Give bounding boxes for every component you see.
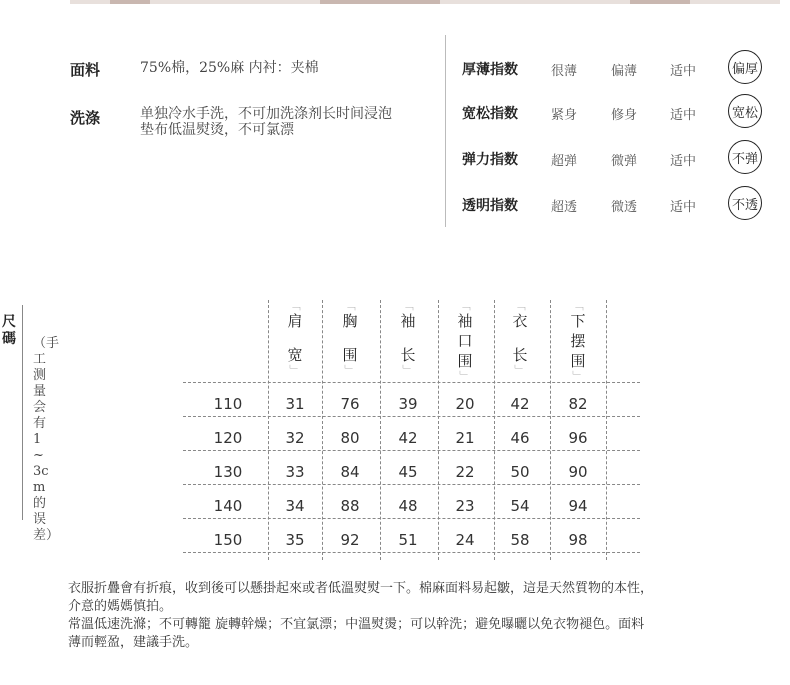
- table-cell: 98: [568, 531, 588, 549]
- table-row-rule: [183, 484, 640, 485]
- table-header-cell: ﹁ 袖 口 围 ﹂: [457, 299, 473, 383]
- table-cell: 94: [568, 497, 588, 515]
- size-label-cell: 130: [213, 463, 243, 481]
- index-option: 很薄: [551, 64, 578, 79]
- table-cell: 42: [398, 429, 418, 447]
- table-cell: 96: [568, 429, 588, 447]
- index-option: 适中: [670, 154, 697, 169]
- table-cell: 45: [398, 463, 418, 481]
- index-label: 透明指数: [462, 198, 518, 214]
- table-cell: 92: [340, 531, 360, 549]
- table-cell: 48: [398, 497, 418, 515]
- table-cell: 88: [340, 497, 360, 515]
- table-cell: 76: [340, 395, 360, 413]
- table-header-cell: ﹁ 肩 宽 ﹂: [287, 299, 303, 377]
- index-label: 厚薄指数: [462, 62, 518, 78]
- table-row-rule: [183, 518, 640, 519]
- table-column-rule: [380, 300, 381, 560]
- table-cell: 80: [340, 429, 360, 447]
- index-option: 微透: [611, 200, 638, 215]
- index-selected-badge: 不弹: [728, 140, 762, 174]
- index-option: 超透: [551, 200, 578, 215]
- table-cell: 84: [340, 463, 360, 481]
- table-cell: 24: [455, 531, 475, 549]
- care-note-line: 常溫低速洗滌；不可轉籠 旋轉幹燥；不宜氯漂；中溫熨燙；可以幹洗；避免曝曬以免衣物褪色。面料: [68, 617, 645, 632]
- table-cell: 31: [285, 395, 305, 413]
- table-cell: 90: [568, 463, 588, 481]
- section-divider: [445, 35, 446, 227]
- table-column-rule: [606, 300, 607, 560]
- table-cell: 51: [398, 531, 418, 549]
- index-selected-badge: 偏厚: [728, 50, 762, 84]
- index-option: 适中: [670, 64, 697, 79]
- table-column-rule: [322, 300, 323, 560]
- fabric-label: 面料: [70, 61, 101, 79]
- index-label: 弹力指数: [462, 152, 518, 168]
- care-note-line: 衣服折疊會有折痕，收到後可以懸掛起來或者低溫熨熨一下。棉麻面料易起皺，這是天然質物的本性，: [68, 581, 654, 596]
- care-note-line: 薄而輕盈，建議手洗。: [68, 635, 199, 650]
- table-cell: 82: [568, 395, 588, 413]
- top-decorative-bar: [70, 0, 780, 4]
- table-header-cell: ﹁ 下 摆 围 ﹂: [570, 299, 586, 383]
- table-cell: 54: [510, 497, 530, 515]
- measurement-note: （手工测量会有1~3cm的误差）: [33, 336, 60, 543]
- index-option: 适中: [670, 108, 697, 123]
- care-note-line: 介意的媽媽慎拍。: [68, 599, 173, 614]
- table-cell: 33: [285, 463, 305, 481]
- size-label-cell: 120: [213, 429, 243, 447]
- size-label-cell: 150: [213, 531, 243, 549]
- table-row-rule: [183, 382, 640, 383]
- table-cell: 23: [455, 497, 475, 515]
- table-cell: 20: [455, 395, 475, 413]
- table-row-rule: [183, 450, 640, 451]
- size-label-cell: 140: [213, 497, 243, 515]
- index-option: 紧身: [551, 108, 578, 123]
- size-title: 尺碼: [2, 314, 16, 347]
- table-row-rule: [183, 552, 640, 553]
- size-label-cell: 110: [213, 395, 243, 413]
- table-cell: 42: [510, 395, 530, 413]
- table-cell: 22: [455, 463, 475, 481]
- index-selected-badge: 宽松: [728, 94, 762, 128]
- table-cell: 34: [285, 497, 305, 515]
- wash-label: 洗涤: [70, 109, 101, 127]
- index-label: 宽松指数: [462, 106, 518, 122]
- index-option: 超弹: [551, 154, 578, 169]
- index-option: 修身: [611, 108, 638, 123]
- table-cell: 21: [455, 429, 475, 447]
- table-header-cell: ﹁ 胸 围 ﹂: [342, 299, 358, 377]
- table-cell: 58: [510, 531, 530, 549]
- fabric-value: 75%棉，25%麻 内衬：夹棉: [140, 60, 319, 76]
- care-notes: [68, 580, 758, 652]
- size-title-rule: [22, 305, 23, 520]
- table-column-rule: [550, 300, 551, 560]
- table-cell: 39: [398, 395, 418, 413]
- table-column-rule: [494, 300, 495, 560]
- table-header-cell: ﹁ 袖 长 ﹂: [400, 299, 416, 377]
- table-cell: 50: [510, 463, 530, 481]
- table-column-rule: [438, 300, 439, 560]
- index-selected-badge: 不透: [728, 186, 762, 220]
- table-cell: 46: [510, 429, 530, 447]
- wash-line-1: 单独冷水手洗，不可加洗涤剂长时间浸泡: [140, 106, 392, 122]
- index-option: 适中: [670, 200, 697, 215]
- wash-line-2: 垫布低温熨烫，不可氯漂: [140, 122, 294, 138]
- table-column-rule: [268, 300, 269, 560]
- table-header-cell: ﹁ 衣 长 ﹂: [512, 299, 528, 377]
- table-cell: 35: [285, 531, 305, 549]
- index-option: 偏薄: [611, 64, 638, 79]
- table-cell: 32: [285, 429, 305, 447]
- table-row-rule: [183, 416, 640, 417]
- index-option: 微弹: [611, 154, 638, 169]
